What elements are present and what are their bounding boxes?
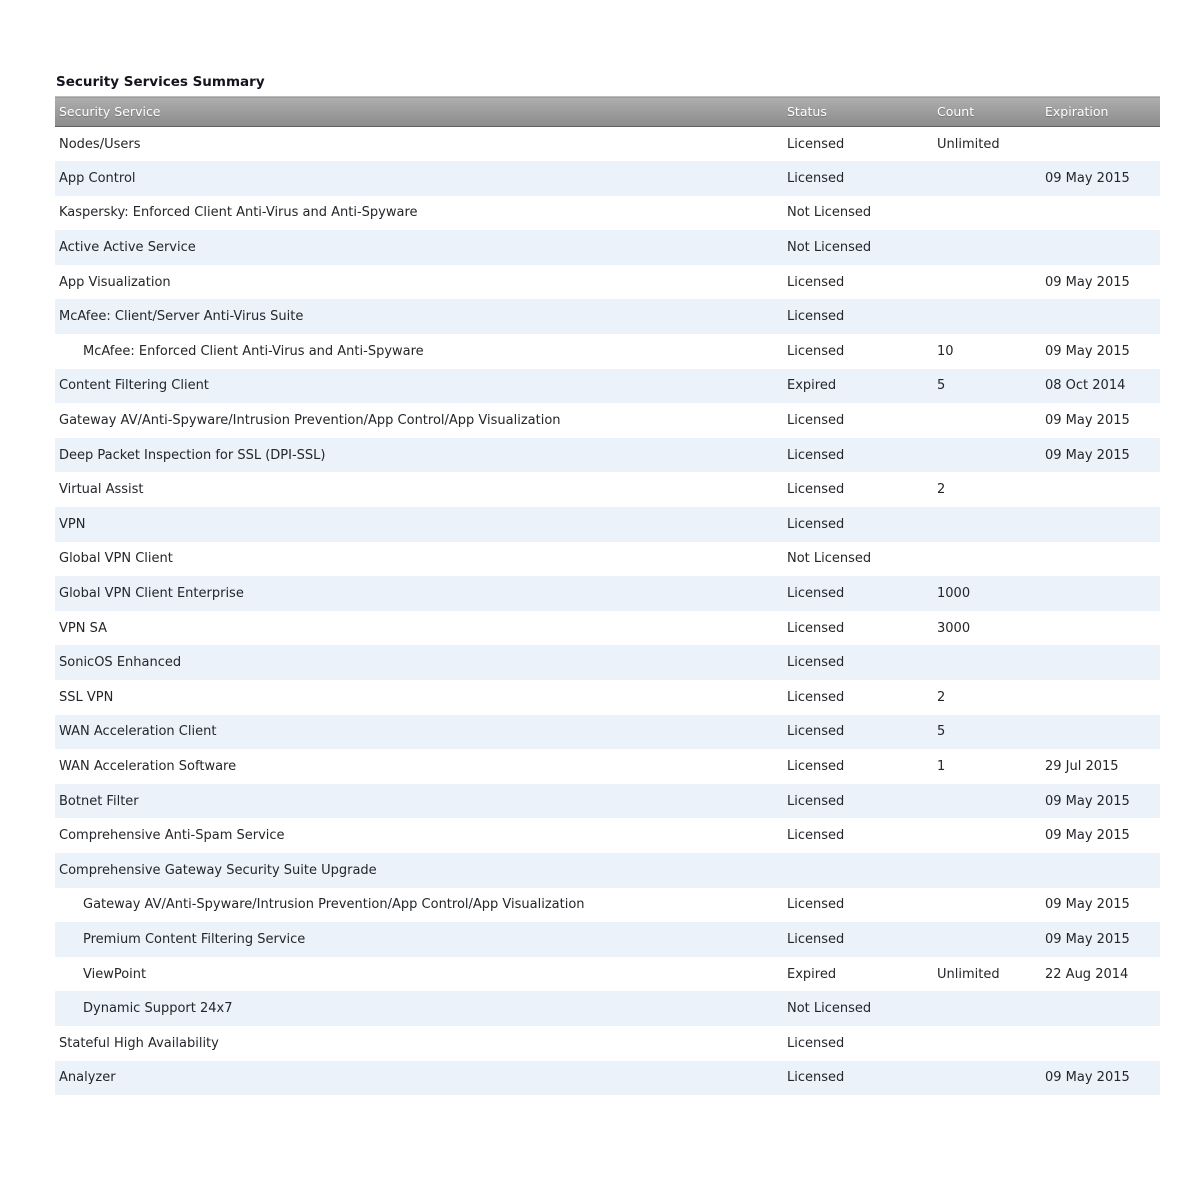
service-cell: Stateful High Availability <box>59 1035 219 1051</box>
status-cell: Licensed <box>787 1070 845 1086</box>
service-cell: Nodes/Users <box>59 136 141 152</box>
license-table <box>55 96 1160 1095</box>
expiration-cell: 29 Jul 2015 <box>1045 758 1119 774</box>
service-cell: VPN SA <box>59 620 107 636</box>
expiration-cell <box>1045 1026 1160 1061</box>
count-cell: 5 <box>937 724 946 740</box>
service-cell: SSL VPN <box>59 689 114 705</box>
expiration-cell <box>1045 991 1160 1026</box>
table-row <box>55 196 1160 231</box>
count-cell <box>937 853 1045 888</box>
table-row <box>55 1026 1160 1061</box>
status-cell: Licensed <box>787 136 845 152</box>
count-cell <box>937 1061 1045 1096</box>
count-cell <box>937 438 1045 473</box>
status-cell <box>787 853 937 888</box>
table-row <box>55 991 1160 1026</box>
count-cell <box>937 403 1045 438</box>
table-row <box>55 127 1160 162</box>
count-cell <box>937 542 1045 577</box>
column-header-count: Count <box>937 97 1045 127</box>
service-cell: Active Active Service <box>59 240 196 256</box>
status-cell: Licensed <box>787 170 845 186</box>
header-row <box>55 97 1160 127</box>
service-cell: Comprehensive Anti-Spam Service <box>59 828 285 844</box>
expiration-cell: 09 May 2015 <box>1045 897 1130 913</box>
service-cell: Kaspersky: Enforced Client Anti-Virus and Anti-Spyware <box>59 205 418 221</box>
service-cell: Dynamic Support 24x7 <box>83 1001 233 1017</box>
service-cell: Gateway AV/Anti-Spyware/Intrusion Prevention/App Control/App Visualization <box>59 413 561 429</box>
table-row <box>55 818 1160 853</box>
service-cell: Gateway AV/Anti-Spyware/Intrusion Prevention/App Control/App Visualization <box>83 897 585 913</box>
expiration-cell: 09 May 2015 <box>1045 343 1130 359</box>
expiration-cell <box>1045 611 1160 646</box>
status-cell: Licensed <box>787 758 845 774</box>
expiration-cell: 09 May 2015 <box>1045 170 1130 186</box>
table-row <box>55 784 1160 819</box>
service-cell: WAN Acceleration Client <box>59 724 217 740</box>
table-row <box>55 1061 1160 1096</box>
status-cell: Licensed <box>787 516 845 532</box>
table-row <box>55 542 1160 577</box>
table-row <box>55 957 1160 992</box>
status-cell: Licensed <box>787 793 845 809</box>
status-cell: Licensed <box>787 724 845 740</box>
table-row <box>55 369 1160 404</box>
count-cell <box>937 196 1045 231</box>
status-cell: Not Licensed <box>787 240 872 256</box>
service-cell: Content Filtering Client <box>59 378 209 394</box>
table-row <box>55 161 1160 196</box>
service-cell: App Control <box>59 170 136 186</box>
status-cell: Expired <box>787 966 837 982</box>
expiration-cell <box>1045 299 1160 334</box>
expiration-cell: 09 May 2015 <box>1045 413 1130 429</box>
status-cell: Licensed <box>787 482 845 498</box>
service-cell: WAN Acceleration Software <box>59 758 237 774</box>
service-cell: McAfee: Client/Server Anti-Virus Suite <box>59 309 304 325</box>
table-row <box>55 611 1160 646</box>
expiration-cell <box>1045 853 1160 888</box>
expiration-cell <box>1045 127 1160 162</box>
service-cell: Deep Packet Inspection for SSL (DPI-SSL) <box>59 447 326 463</box>
security-services-summary-panel <box>55 74 1160 1095</box>
status-cell: Licensed <box>787 689 845 705</box>
column-header-status: Status <box>787 97 937 127</box>
column-header-security-service: Security Service <box>55 97 787 127</box>
count-cell: 10 <box>937 343 954 359</box>
license-table-body <box>55 127 1160 1096</box>
service-cell: Botnet Filter <box>59 793 139 809</box>
expiration-cell <box>1045 576 1160 611</box>
status-cell: Licensed <box>787 413 845 429</box>
table-row <box>55 888 1160 923</box>
expiration-cell <box>1045 230 1160 265</box>
status-cell: Licensed <box>787 655 845 671</box>
service-cell: Analyzer <box>59 1070 116 1086</box>
expiration-cell <box>1045 196 1160 231</box>
count-cell <box>937 888 1045 923</box>
count-cell: Unlimited <box>937 136 1000 152</box>
expiration-cell: 09 May 2015 <box>1045 274 1130 290</box>
column-header-expiration: Expiration <box>1045 97 1160 127</box>
table-row <box>55 922 1160 957</box>
table-row <box>55 507 1160 542</box>
service-cell: App Visualization <box>59 274 171 290</box>
expiration-cell: 09 May 2015 <box>1045 1070 1130 1086</box>
table-row <box>55 576 1160 611</box>
service-cell: VPN <box>59 516 86 532</box>
expiration-cell <box>1045 715 1160 750</box>
status-cell: Licensed <box>787 620 845 636</box>
count-cell: 2 <box>937 689 946 705</box>
count-cell <box>937 922 1045 957</box>
expiration-cell <box>1045 645 1160 680</box>
service-cell: Premium Content Filtering Service <box>83 931 306 947</box>
expiration-cell <box>1045 507 1160 542</box>
license-table-header <box>55 97 1160 127</box>
service-cell: Comprehensive Gateway Security Suite Upgrade <box>59 862 377 878</box>
status-cell: Expired <box>787 378 837 394</box>
table-row <box>55 715 1160 750</box>
status-cell: Licensed <box>787 828 845 844</box>
count-cell: 5 <box>937 378 946 394</box>
count-cell <box>937 230 1045 265</box>
table-row <box>55 265 1160 300</box>
table-row <box>55 403 1160 438</box>
table-row <box>55 645 1160 680</box>
service-cell: Global VPN Client Enterprise <box>59 586 244 602</box>
count-cell <box>937 265 1045 300</box>
table-row <box>55 749 1160 784</box>
count-cell <box>937 991 1045 1026</box>
expiration-cell: 08 Oct 2014 <box>1045 378 1126 394</box>
count-cell <box>937 161 1045 196</box>
expiration-cell <box>1045 472 1160 507</box>
service-cell: ViewPoint <box>83 966 147 982</box>
count-cell <box>937 507 1045 542</box>
table-row <box>55 438 1160 473</box>
expiration-cell: 22 Aug 2014 <box>1045 966 1129 982</box>
expiration-cell: 09 May 2015 <box>1045 447 1130 463</box>
count-cell <box>937 645 1045 680</box>
table-row <box>55 680 1160 715</box>
status-cell: Licensed <box>787 1035 845 1051</box>
status-cell: Licensed <box>787 343 845 359</box>
table-row <box>55 853 1160 888</box>
status-cell: Not Licensed <box>787 1001 872 1017</box>
table-row <box>55 230 1160 265</box>
service-cell: McAfee: Enforced Client Anti-Virus and Anti-Spyware <box>83 343 424 359</box>
status-cell: Licensed <box>787 897 845 913</box>
count-cell: 1000 <box>937 586 971 602</box>
count-cell: 2 <box>937 482 946 498</box>
count-cell <box>937 818 1045 853</box>
status-cell: Licensed <box>787 309 845 325</box>
expiration-cell: 09 May 2015 <box>1045 828 1130 844</box>
table-row <box>55 334 1160 369</box>
page-title: Security Services Summary <box>56 74 265 90</box>
expiration-cell <box>1045 680 1160 715</box>
count-cell <box>937 299 1045 334</box>
count-cell <box>937 1026 1045 1061</box>
expiration-cell <box>1045 542 1160 577</box>
expiration-cell: 09 May 2015 <box>1045 931 1130 947</box>
status-cell: Not Licensed <box>787 551 872 567</box>
table-row <box>55 472 1160 507</box>
status-cell: Not Licensed <box>787 205 872 221</box>
table-row <box>55 299 1160 334</box>
status-cell: Licensed <box>787 447 845 463</box>
service-cell: SonicOS Enhanced <box>59 655 182 671</box>
expiration-cell: 09 May 2015 <box>1045 793 1130 809</box>
count-cell <box>937 784 1045 819</box>
service-cell: Virtual Assist <box>59 482 144 498</box>
count-cell: 3000 <box>937 620 971 636</box>
service-cell: Global VPN Client <box>59 551 173 567</box>
count-cell: Unlimited <box>937 966 1000 982</box>
status-cell: Licensed <box>787 586 845 602</box>
status-cell: Licensed <box>787 274 845 290</box>
count-cell: 1 <box>937 758 946 774</box>
status-cell: Licensed <box>787 931 845 947</box>
